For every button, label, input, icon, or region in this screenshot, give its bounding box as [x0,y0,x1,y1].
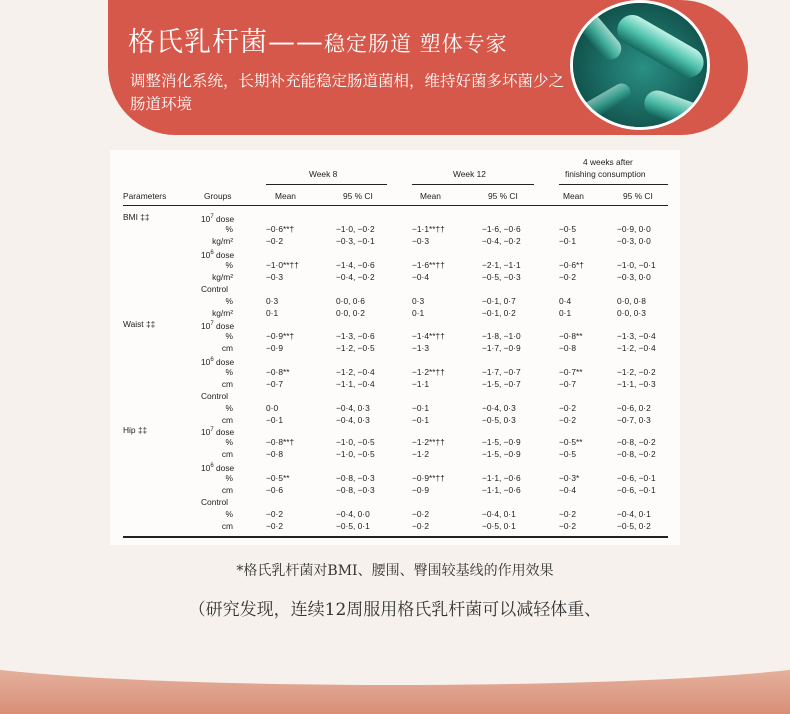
table-cell: 0·3 [412,296,425,306]
table-cell: −0·9**† [266,331,295,341]
table-cell: −0·1 [266,415,283,425]
table-cell: −1·5, −0·9 [482,449,521,459]
table-cell: −0·2 [266,521,283,531]
table-cell: −0·8, −0·3 [336,473,375,483]
param-waist: Waist ‡‡ [123,319,156,329]
table-cell: −1·2, −0·4 [336,367,375,377]
table-cell: −0·5 [559,224,576,234]
banner-description: 调整消化系统，长期补充能稳定肠道菌相，维持好菌多坏菌少之肠道环境 [130,72,565,113]
col-groups: Groups [204,191,232,201]
header-after-2: finishing consumption [565,169,646,179]
table-cell: −0·6*† [559,260,584,270]
table-cell: −1·6, −0·6 [482,224,521,234]
header-week12: Week 12 [453,169,486,179]
table-cell: −0·3 [412,236,429,246]
bacteria-image [570,0,710,130]
table-cell: 0·1 [412,308,425,318]
table-cell: −1·5, −0·9 [482,437,521,447]
table-cell: 0·4 [559,296,572,306]
table-cell: −1·1, −0·4 [336,379,375,389]
table-cell: −0·5, 0·1 [336,521,370,531]
table-cell: −0·4, 0·3 [336,415,370,425]
group-dose-10-7: $10^7$ dose [201,320,235,331]
group-control: Control [201,284,228,294]
table-cell: −0·4 [559,485,576,495]
table-unit-cell: % [225,331,233,341]
table-cell: −0·3* [559,473,580,483]
table-cell: −0·4, −0·2 [482,236,521,246]
table-cell: −0·5, 0·3 [482,415,516,425]
rule-week12 [412,184,534,185]
table-cell: −1·3, −0·4 [617,331,656,341]
table-cell: −1·8, −1·0 [482,331,521,341]
table-cell: 0·1 [266,308,279,318]
col-mean-after: Mean [563,191,584,201]
table-cell: −0·5, 0·1 [482,521,516,531]
table-unit-cell: kg/m² [212,308,233,318]
group-dose-10-6: $10^6$ dose [201,462,235,473]
table-cell: −0·2 [559,415,576,425]
header-rule [123,205,668,206]
table-cell: −0·7** [559,367,583,377]
table-cell: −0·8, −0·2 [617,449,656,459]
table-cell: −1·3, −0·6 [336,331,375,341]
table-cell: −1·0, −0·2 [336,224,375,234]
table-cell: 0·3 [266,296,279,306]
table-cell: −0·9 [412,485,429,495]
table-cell: −1·0, −0·5 [336,449,375,459]
table-unit-cell: % [225,437,233,447]
table-cell: −1·6**†† [412,260,445,270]
table-cell: −1·2, −0·5 [336,343,375,353]
table-cell: −1·2**†† [412,367,445,377]
table-cell: −0·7 [266,379,283,389]
table-cell: −0·2 [412,509,429,519]
table-unit-cell: cm [221,449,233,459]
table-unit-cell: % [225,296,233,306]
table-cell: −1·0, −0·5 [336,437,375,447]
col-ci-8: 95 % CI [343,191,373,201]
table-unit-cell: % [225,403,233,413]
table-cell: −0·1 [412,415,429,425]
table-cell: −0·3 [266,272,283,282]
table-cell: −0·5, 0·2 [617,521,651,531]
table-cell: −1·7, −0·7 [482,367,521,377]
table-cell: −1·1, −0·6 [482,473,521,483]
table-cell: −0·4, 0·1 [482,509,516,519]
table-cell: −0·9 [266,343,283,353]
table-cell: −0·6 [266,485,283,495]
table-cell: −0·4 [412,272,429,282]
table-cell: −0·8, −0·3 [336,485,375,495]
table-cell: −0·7, 0·3 [617,415,651,425]
table-cell: −0·3, −0·1 [336,236,375,246]
table-unit-cell: % [225,367,233,377]
table-cell: −1·2, −0·4 [617,343,656,353]
table-cell: −0·5, −0·3 [482,272,521,282]
table-cell: −1·2**†† [412,437,445,447]
col-ci-12: 95 % CI [488,191,518,201]
table-cell: −0·8**† [266,437,295,447]
table-cell: −0·4, 0·3 [482,403,516,413]
table-unit-cell: cm [221,343,233,353]
header-week8: Week 8 [309,169,338,179]
table-caption: *格氏乳杆菌对BMI、腰围、臀围较基线的作用效果 [236,563,554,579]
table-cell: −0·2 [559,521,576,531]
table-cell: −0·8 [266,449,283,459]
banner-title-main: 格氏乳杆菌—— [128,27,324,58]
table-cell: −0·6, −0·1 [617,485,656,495]
group-dose-10-7: $10^7$ dose [201,213,235,224]
table-cell: −0·1, 0·7 [482,296,516,306]
table-cell: 0·0, 0·6 [336,296,365,306]
group-control: Control [201,497,228,507]
table-unit-cell: % [225,224,233,234]
table-unit-cell: % [225,260,233,270]
table-cell: −0·2 [266,509,283,519]
finding-line-1: （研究发现，连续12周服用格氏乳杆菌可以减轻体重、 [188,600,602,620]
table-cell: −0·4, 0·0 [336,509,370,519]
col-parameters: Parameters [123,191,167,201]
rule-week8 [266,184,387,185]
table-cell: −2·1, −1·1 [482,260,521,270]
table-cell: −0·8 [559,343,576,353]
table-unit-cell: kg/m² [212,236,233,246]
table-cell: −1·7, −0·9 [482,343,521,353]
table-cell: −1·5, −0·7 [482,379,521,389]
table-cell: 0·1 [559,308,572,318]
footer-wave-curve [0,625,790,685]
table-cell: 0·0 [266,403,279,413]
table-cell: −1·0, −0·1 [617,260,656,270]
table-unit-cell: % [225,509,233,519]
table-unit-cell: cm [221,485,233,495]
table-cell: −0·2 [559,403,576,413]
group-control: Control [201,391,228,401]
table-cell: −0·8** [266,367,290,377]
rule-after [559,184,668,185]
param-hip: Hip ‡‡ [123,425,148,435]
col-ci-after: 95 % CI [623,191,653,201]
table-cell: −0·6, 0·2 [617,403,651,413]
table-unit-cell: % [225,473,233,483]
table-cell: 0·0, 0·3 [617,308,646,318]
table-cell: −0·5 [559,449,576,459]
header-after-1: 4 weeks after [583,157,633,167]
table-unit-cell: kg/m² [212,272,233,282]
banner-title [128,20,508,59]
table-cell: −0·9**†† [412,473,445,483]
table-cell: −0·3, 0·0 [617,272,651,282]
table-unit-cell: cm [221,415,233,425]
param-bmi: BMI ‡‡ [123,212,150,222]
table-cell: −0·3, 0·0 [617,236,651,246]
bottom-rule [123,536,668,538]
table-cell: −1·1, −0·3 [617,379,656,389]
table-cell: −0·1, 0·2 [482,308,516,318]
banner-subtitle: 稳定肠道 塑体专家 [324,32,508,56]
table-cell: −1·3 [412,343,429,353]
bacteria-illustration [573,3,710,130]
table-cell: −0·2 [266,236,283,246]
table-cell: −0·4, −0·2 [336,272,375,282]
table-cell: −0·6**† [266,224,295,234]
group-dose-10-6: $10^6$ dose [201,249,235,260]
table-cell: −0·9, 0·0 [617,224,651,234]
table-cell: −0·1 [412,403,429,413]
group-dose-10-7: $10^7$ dose [201,426,235,437]
results-table [123,155,668,540]
table-cell: −1·2 [412,449,429,459]
table-cell: −0·2 [412,521,429,531]
table-cell: −1·1, −0·6 [482,485,521,495]
table-cell: 0·0, 0·2 [336,308,365,318]
table-cell: −1·0**†† [266,260,299,270]
table-cell: 0·0, 0·8 [617,296,646,306]
table-cell: −0·4, 0·3 [336,403,370,413]
table-cell: −0·8** [559,331,583,341]
table-cell: −0·2 [559,509,576,519]
col-mean-12: Mean [420,191,441,201]
table-cell: −0·5** [266,473,290,483]
table-cell: −0·8, −0·2 [617,437,656,447]
table-cell: −0·6, −0·1 [617,473,656,483]
table-cell: −0·7 [559,379,576,389]
table-cell: −1·1 [412,379,429,389]
table-cell: −0·1 [559,236,576,246]
col-mean-8: Mean [275,191,296,201]
table-cell: −0·5** [559,437,583,447]
table-cell: −0·2 [559,272,576,282]
table-cell: −1·1**†† [412,224,445,234]
table-cell: −1·2, −0·2 [617,367,656,377]
table-unit-cell: cm [221,521,233,531]
table-cell: −0·4, 0·1 [617,509,651,519]
group-dose-10-6: $10^6$ dose [201,356,235,367]
table-cell: −1·4**†† [412,331,445,341]
table-cell: −1·4, −0·6 [336,260,375,270]
table-unit-cell: cm [221,379,233,389]
